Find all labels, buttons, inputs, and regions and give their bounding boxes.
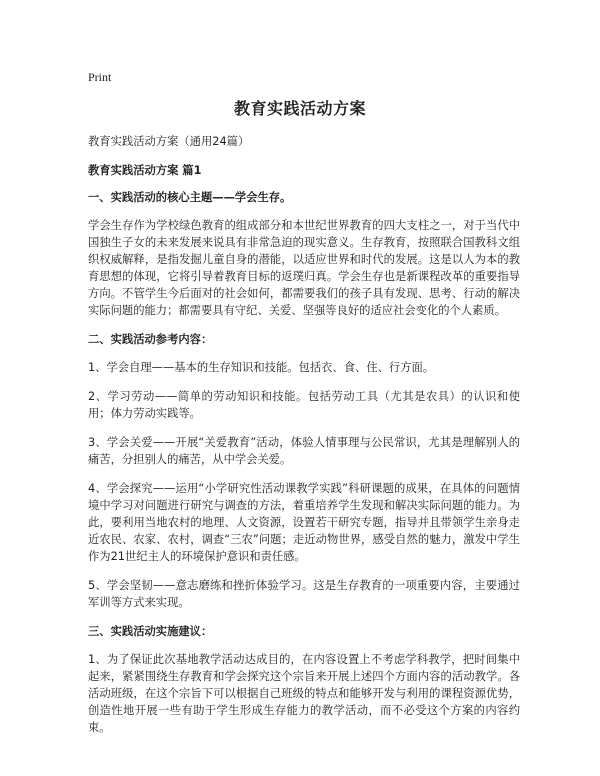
list-item: 5、学会坚韧——意志磨练和挫折体验学习。这是生存教育的一项重要内容，主要通过军训等方式来实现。 (88, 579, 520, 609)
list-item: 2、学习劳动——简单的劳动知识和技能。包括劳动工具（尤其是农具）的认识和使用；体力劳动实践等。 (88, 390, 520, 420)
list-item: 1、为了保证此次基地教学活动达成目的，在内容设置上不考虑学科教学，把时间集中起来，紧紧围绕生存教育和学会探究这个宗旨来开展上述四个方面内容的活动教学。各活动班级，在这个宗旨下可以根据自己班级的特点和能够开发与利用的课程资源优势，创造性地开展一些有助于学生形成生存能力的教学活动，而不必受这个方案的内容约束。 (88, 653, 520, 734)
list-item: 3、学会关爱——开展“关爱教育”活动，体验人情事理与公民常识，尤其是理解别人的痛苦，分担别人的痛苦，从中学会关爱。 (88, 436, 520, 466)
section-heading-reference-content: 二、实践活动参考内容： (88, 333, 213, 346)
article-heading: 教育实践活动方案 篇1 (88, 164, 202, 177)
section-paragraph-core-theme: 学会生存作为学校绿色教育的组成部分和本世纪世界教育的四大支柱之一，对于当代中国独生子女的未来发展来说具有非常急迫的现实意义。生存教育，按照联合国教科文组织权威解释，是指发掘儿童自身的潜能，以适应世界和时代的发展。这是以人为本的教育思想的体现，它将引导着教育目标的返璞归真。学会生存也是新课程改革的重要指导方向。不管学生今后面对的社会如何，都需要我们的孩子具有发现、思考、行动的解决实际问题的能力；都需要具有守纪、关爱、坚强等良好的适应社会变化的个人素质。 (88, 219, 520, 317)
print-link[interactable]: Print (88, 70, 112, 84)
list-item: 1、学会自理——基本的生存知识和技能。包括衣、食、住、行方面。 (88, 361, 435, 374)
section-heading-implementation: 三、实践活动实施建议： (88, 625, 213, 638)
document-subtitle: 教育实践活动方案（通用24篇） (88, 135, 250, 148)
list-item: 4、学会探究——运用“小学研究性活动课教学实践”科研课题的成果，在具体的问题情境中学习对问题进行研究与调查的方法，着重培养学生发现和解决实际问题的能力。为此，要利用当地农村的地理、人文资源，设置若干研究专题，指导并且带领学生亲身走近农民、农家、农村，调查“三农”问题；走近动物世界，感受自然的魅力，激发中学生作为21世纪主人的环境保护意识和责任感。 (88, 482, 520, 563)
section-heading-core-theme: 一、实践活动的核心主题——学会生存。 (88, 191, 292, 204)
document-title: 教育实践活动方案 (233, 99, 366, 118)
document-body (88, 133, 520, 748)
